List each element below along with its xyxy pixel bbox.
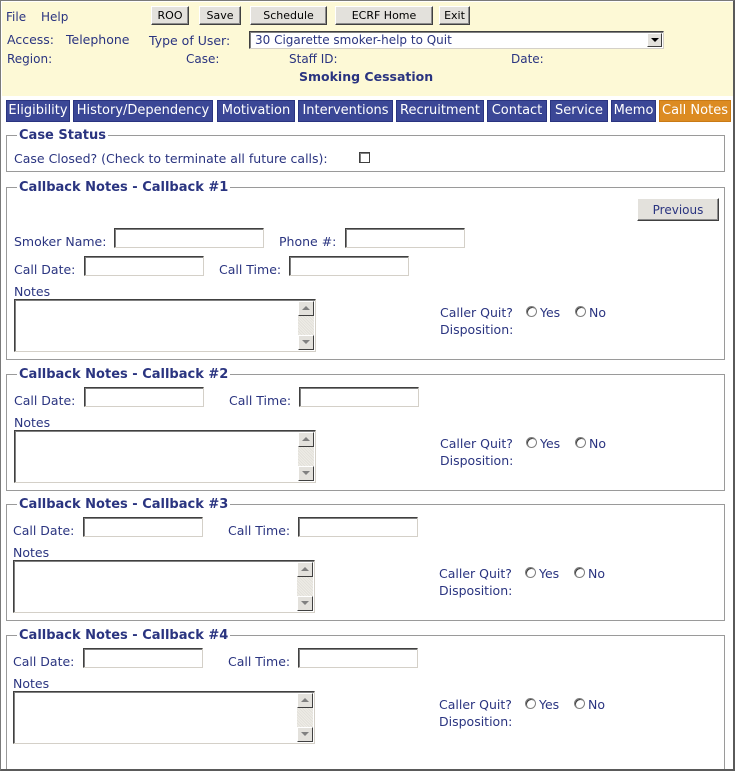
- notes-textarea[interactable]: [13, 691, 315, 744]
- notes-label: Notes: [14, 415, 51, 430]
- tab-history-dependency[interactable]: History/Dependency: [73, 100, 213, 122]
- caller-quit-no-radio[interactable]: [575, 437, 586, 448]
- tab-service[interactable]: Service: [550, 100, 608, 122]
- caller-quit-no-label: No: [589, 436, 606, 451]
- tab-motivation[interactable]: Motivation: [217, 100, 295, 122]
- menu-help[interactable]: Help: [41, 10, 69, 24]
- call-date-label: Call Date:: [13, 654, 75, 669]
- call-time-input[interactable]: [299, 387, 419, 407]
- caller-quit-label: Caller Quit?: [439, 697, 512, 712]
- caller-quit-yes-radio[interactable]: [525, 567, 536, 578]
- notes-label: Notes: [13, 545, 50, 560]
- chevron-down-icon[interactable]: [647, 33, 662, 47]
- notes-label: Notes: [13, 676, 50, 691]
- roo-button[interactable]: ROO: [151, 6, 189, 25]
- call-time-label: Call Time:: [228, 654, 291, 669]
- call-date-input[interactable]: [84, 256, 204, 276]
- case-label: Case:: [186, 52, 220, 66]
- call-time-input[interactable]: [298, 648, 418, 668]
- caller-quit-yes-label: Yes: [539, 697, 560, 712]
- caller-quit-yes-label: Yes: [539, 566, 560, 581]
- scroll-down-icon[interactable]: [298, 335, 314, 350]
- scroll-up-icon[interactable]: [297, 693, 313, 708]
- notes-textarea[interactable]: [14, 299, 316, 352]
- page-title: Smoking Cessation: [299, 69, 434, 84]
- notes-scrollbar[interactable]: [298, 432, 314, 481]
- call-time-label: Call Time:: [219, 262, 282, 277]
- phone-label: Phone #:: [279, 234, 337, 249]
- caller-quit-no-radio[interactable]: [575, 306, 586, 317]
- tab-eligibility[interactable]: Eligibility: [6, 100, 70, 122]
- tab-call-notes[interactable]: Call Notes: [659, 100, 731, 122]
- access-value: Telephone: [66, 32, 130, 47]
- caller-quit-no-label: No: [588, 697, 605, 712]
- caller-quit-label: Caller Quit?: [440, 305, 513, 320]
- tab-interventions[interactable]: Interventions: [298, 100, 393, 122]
- scroll-down-icon[interactable]: [297, 727, 313, 742]
- caller-quit-no-label: No: [588, 566, 605, 581]
- case-closed-label: Case Closed? (Check to terminate all future calls):: [14, 151, 328, 166]
- phone-input[interactable]: [345, 228, 465, 248]
- callback-2-legend: Callback Notes - Callback #2: [19, 367, 229, 382]
- user-type-value: 30 Cigarette smoker-help to Quit: [255, 33, 452, 47]
- call-date-input[interactable]: [83, 648, 203, 668]
- disposition-label: Disposition:: [440, 322, 514, 337]
- caller-quit-no-radio[interactable]: [574, 567, 585, 578]
- scroll-up-icon[interactable]: [297, 562, 313, 577]
- notes-scrollbar[interactable]: [297, 562, 313, 611]
- caller-quit-yes-radio[interactable]: [525, 698, 536, 709]
- call-time-input[interactable]: [289, 256, 409, 276]
- smoker-name-input[interactable]: [114, 228, 264, 248]
- tab-contact[interactable]: Contact: [487, 100, 547, 122]
- caller-quit-yes-radio[interactable]: [526, 437, 537, 448]
- callback-4-legend: Callback Notes - Callback #4: [19, 628, 229, 643]
- scroll-up-icon[interactable]: [298, 301, 314, 316]
- caller-quit-yes-label: Yes: [540, 305, 561, 320]
- caller-quit-yes-radio[interactable]: [526, 306, 537, 317]
- call-time-label: Call Time:: [229, 393, 292, 408]
- menu-file[interactable]: File: [6, 10, 27, 24]
- exit-button[interactable]: Exit: [439, 6, 470, 25]
- scroll-down-icon[interactable]: [297, 596, 313, 611]
- disposition-label: Disposition:: [439, 583, 513, 598]
- user-type-select[interactable]: [249, 31, 664, 49]
- caller-quit-no-radio[interactable]: [574, 698, 585, 709]
- date-label: Date:: [511, 52, 544, 66]
- caller-quit-label: Caller Quit?: [439, 566, 512, 581]
- callback-3-legend: Callback Notes - Callback #3: [19, 497, 229, 512]
- ecrf-home-button[interactable]: ECRF Home: [335, 6, 433, 25]
- call-date-input[interactable]: [83, 517, 203, 537]
- tab-recruitment[interactable]: Recruitment: [396, 100, 484, 122]
- header-panel: [2, 2, 733, 96]
- callback-1-section: [6, 180, 725, 360]
- disposition-label: Disposition:: [440, 453, 514, 468]
- smoker-name-label: Smoker Name:: [14, 234, 107, 249]
- scroll-up-icon[interactable]: [298, 432, 314, 447]
- caller-quit-yes-label: Yes: [540, 436, 561, 451]
- scroll-down-icon[interactable]: [298, 466, 314, 481]
- call-date-input[interactable]: [84, 387, 204, 407]
- notes-scrollbar[interactable]: [298, 301, 314, 350]
- schedule-button[interactable]: Schedule: [250, 6, 327, 25]
- user-type-label: Type of User:: [149, 33, 231, 48]
- call-date-label: Call Date:: [14, 393, 76, 408]
- previous-button[interactable]: Previous: [637, 198, 719, 221]
- case-status-legend: Case Status: [19, 128, 106, 143]
- caller-quit-label: Caller Quit?: [440, 436, 513, 451]
- case-status-section: [6, 128, 725, 172]
- callback-2-section: [6, 367, 725, 491]
- call-time-input[interactable]: [298, 517, 418, 537]
- notes-textarea[interactable]: [13, 560, 315, 613]
- call-date-label: Call Date:: [14, 262, 76, 277]
- staff-id-label: Staff ID:: [289, 52, 338, 66]
- disposition-label: Disposition:: [439, 714, 513, 729]
- callback-4-section: [6, 628, 725, 771]
- notes-scrollbar[interactable]: [297, 693, 313, 742]
- notes-label: Notes: [14, 284, 51, 299]
- tab-memo[interactable]: Memo: [611, 100, 656, 122]
- case-closed-checkbox[interactable]: [359, 152, 370, 163]
- callback-1-legend: Callback Notes - Callback #1: [19, 180, 229, 195]
- access-label: Access:: [7, 32, 55, 47]
- notes-textarea[interactable]: [14, 430, 316, 483]
- callback-3-section: [6, 497, 725, 621]
- caller-quit-no-label: No: [589, 305, 606, 320]
- call-date-label: Call Date:: [13, 523, 75, 538]
- save-button[interactable]: Save: [199, 6, 241, 25]
- call-time-label: Call Time:: [228, 523, 291, 538]
- region-label: Region:: [7, 52, 53, 66]
